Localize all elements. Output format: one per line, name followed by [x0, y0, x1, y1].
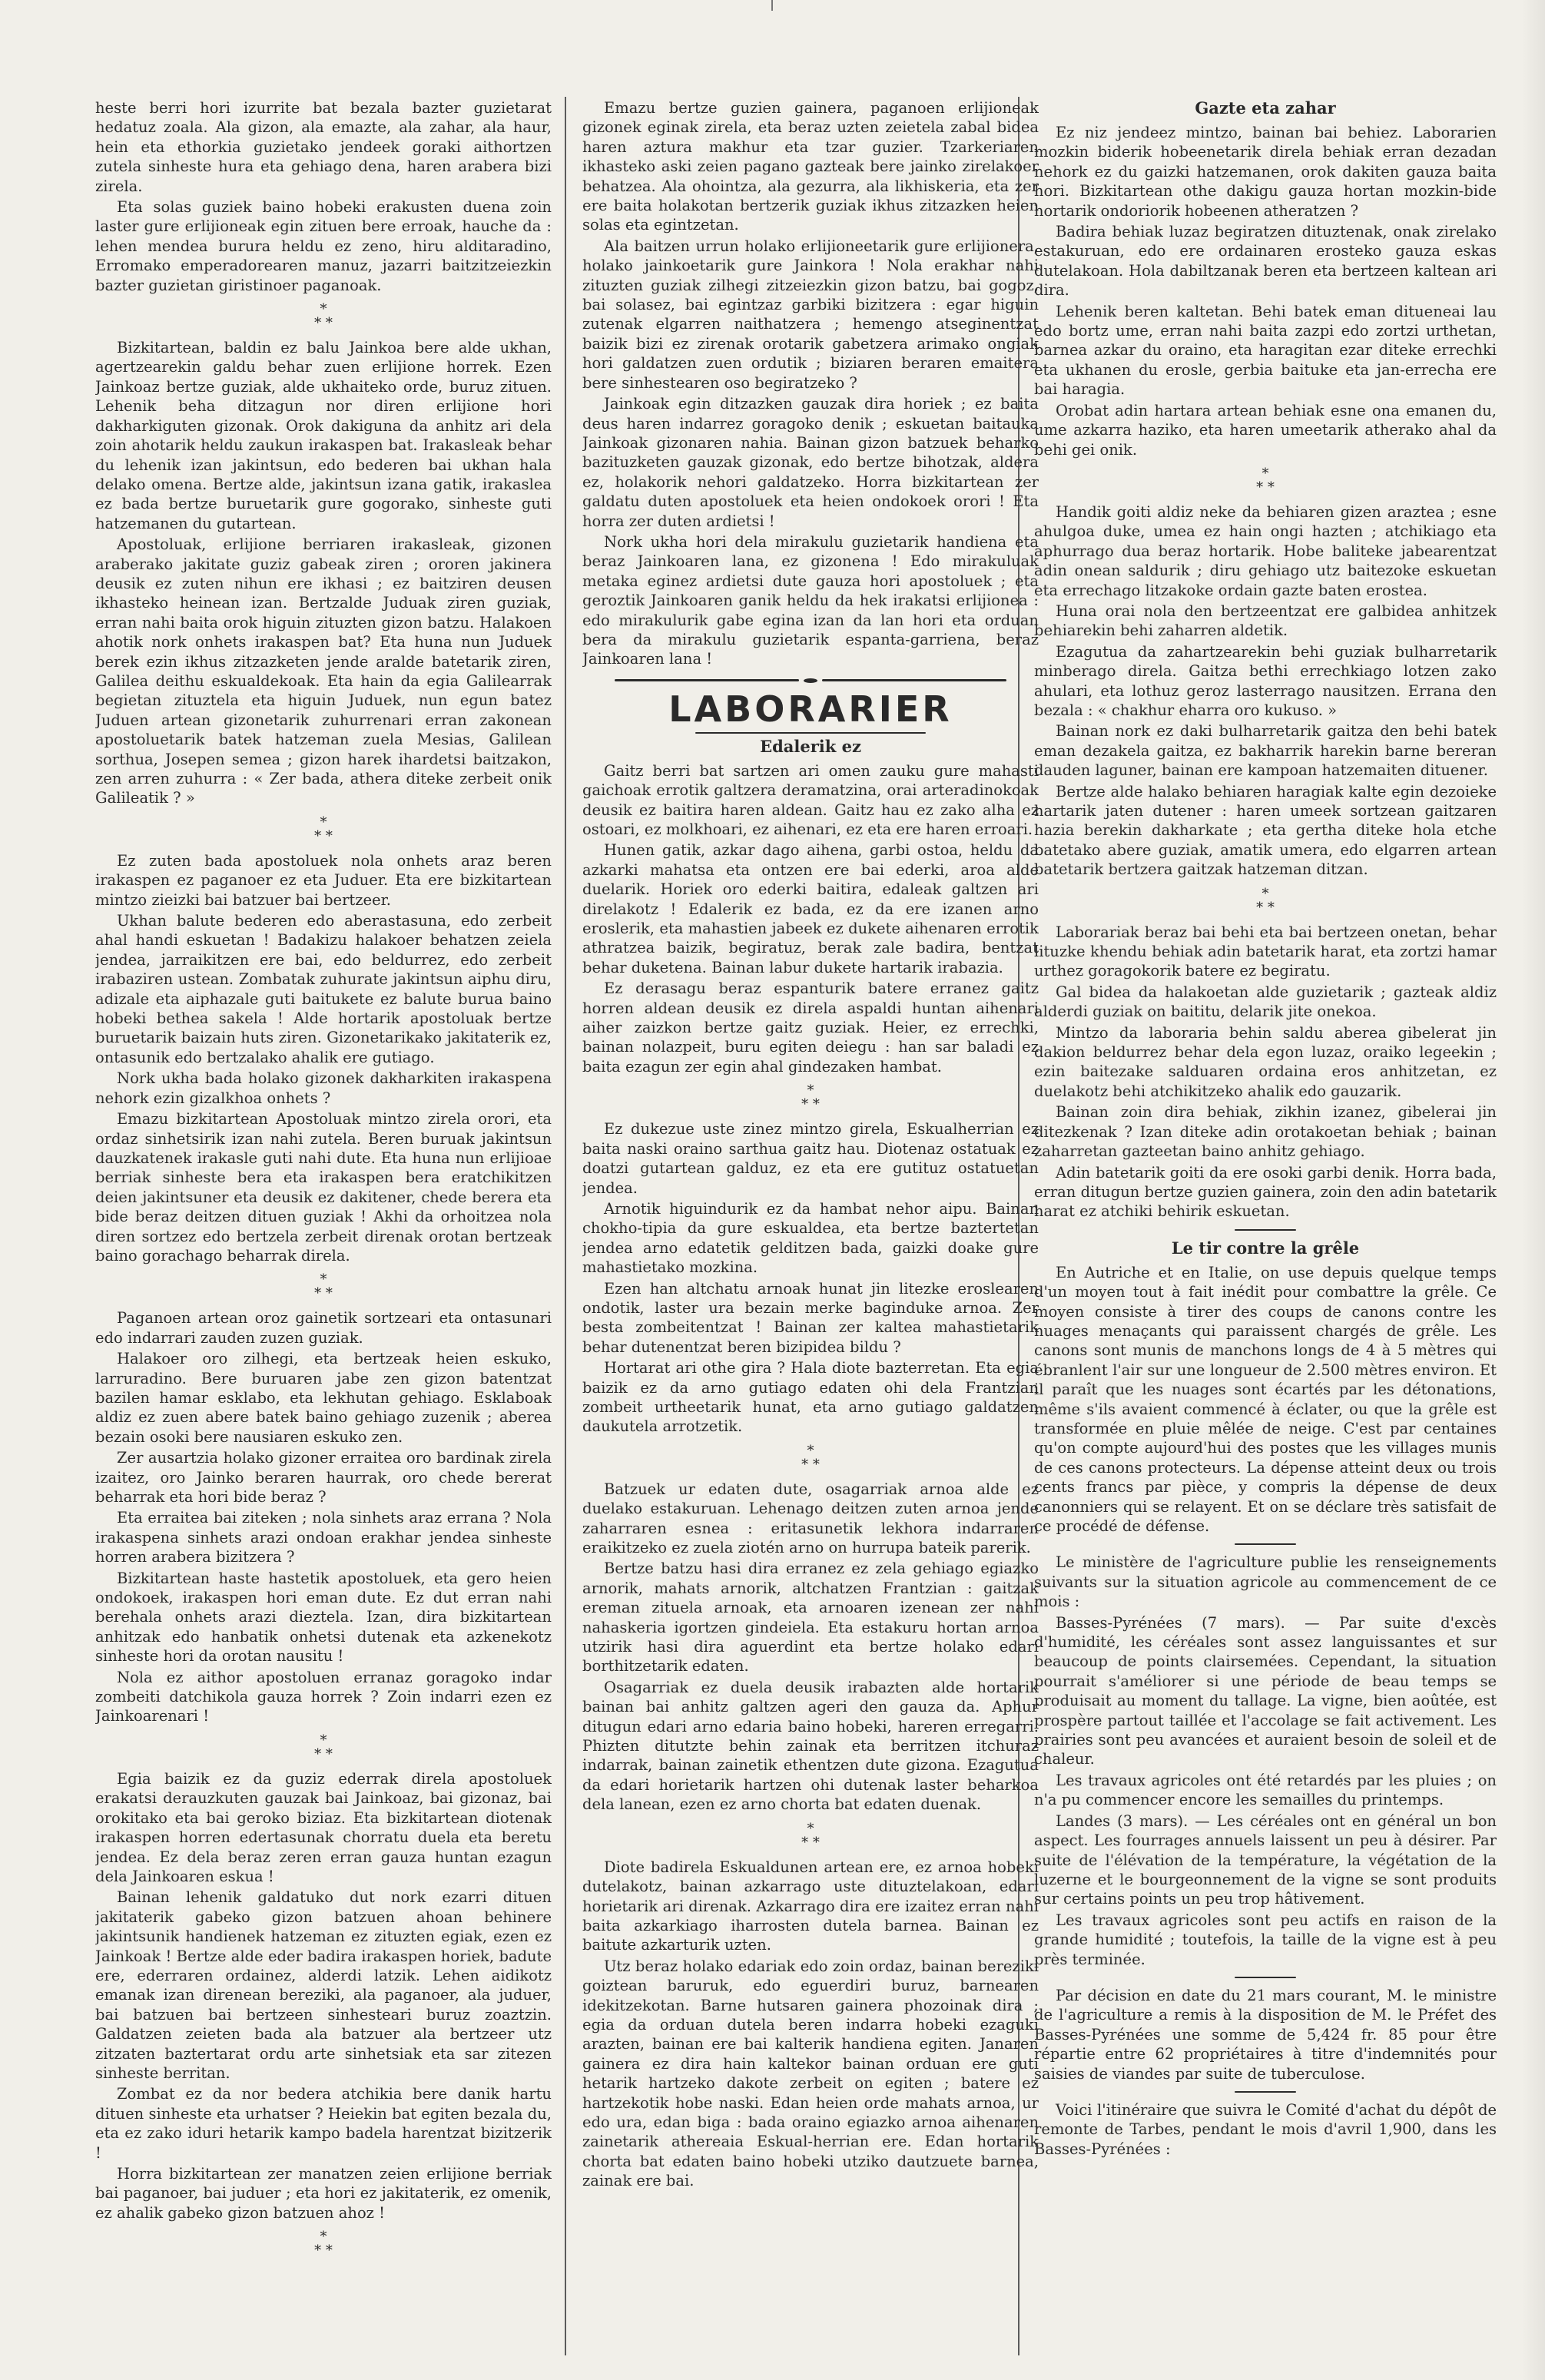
paragraph: Ez niz jendeez mintzo, bainan bai behiez. Laborarien mozkin biderik hobeenetarik direla behiak erran dezadan nehork ez du gaizki hatzemanen, orok dakiten gauza baita hori. Bizkitartean othe dakigu gauza hortan mozkin-bide hortarik ondoriorik hobeenen atheratzen ?	[1034, 124, 1497, 220]
paragraph: Horra bizkitartean zer manatzen zeien erlijione berriak bai paganoer, bai juduer ; eta hori ez jakitaterik, ez omenik, ez ahalik gabeko gizon batzuen ahoz !	[95, 2165, 552, 2222]
paragraph: Handik goiti aldiz neke da behiaren gizen araztea ; esne ahulgoa duke, umea ez hain ongi hazten ; atchikiago eta aphurrago dua beraz hortarik. Hobe baliteke jabearentzat adin onean saldurik ; diru gehiago utz baitezoke eskuetan eta errechago litzakoke ordain gazte baten erostea.	[1034, 502, 1497, 599]
paragraph: Adin batetarik goiti da ere osoki garbi denik. Horra bada, erran ditugun bertze guzien gainera, zoin den adin batetarik harat ez atchiki behirik eskuetan.	[1034, 1163, 1497, 1221]
paragraph: Laborariak beraz bai behi eta bai bertzeen onetan, behar lituzke khendu behiak adin batetarik harat, eta zortzi hamar urthez goragokorik batere ez begiratu.	[1034, 923, 1497, 980]
asterism-separator: * * *	[1256, 885, 1275, 916]
paragraph: Orobat adin hartara artean behiak esne ona emanen du, ume azkarra haziko, eta haren umeetarik atherako ahal da behi gei onik.	[1034, 401, 1497, 459]
paragraph: Bainan zoin dira behiak, zikhin izanez, gibelerai jin ditezkenak ? Izan diteke adin orotakoetan behiak ; bainan zaharretan gazteetan baino anhitz gehiago.	[1034, 1103, 1497, 1161]
paragraph: Zer ausartzia holako gizoner erraitea oro bardinak zirela izaitez, oro Jainko beraren haurrak, oro chede bererat beharrak eta hori bide beraz ?	[95, 1449, 552, 1506]
column-1	[95, 98, 552, 2357]
paragraph: Bizkitartean, baldin ez balu Jainkoa bere alde ukhan, agertzearekin galdu behar zuen erlijione horrek. Ezen Jainkoaz bertze guziak, alde ukhaiteko orde, buruz zituen. Lehenik beha ditzagun nor diren erlijione hori dakharkiguten gizonak. Orok dakiguna da anhitz ari dela zoin ahotarik heldu zaukun irakaspen bat. Irakasleak behar du lehenik izan jakintsun, edo bederen bai ukhan hala delako omena. Bertze alde, jakintsun izana gatik, irakaslea ez bada bertze buruetarik gure gogorako, sinheste guti hatzemanen du gutartean.	[95, 339, 552, 532]
paragraph: Jainkoak egin ditzazken gauzak dira horiek ; ez baita deus haren indarrez goragoko denik ; eskuetan baitauka Jainkoak gizonaren nahia. Bainan gizon batzuek beharko bazituzketen gauzak gizonak, edo bertze bihotzak, aldera ez, holakorik nehori galdatzeko. Horra bizkitartean zer galdatu duten apostoluek eta heien ondokoek orori ! Eta horra zer duten ardietsi !	[582, 395, 1039, 530]
paragraph: Diote badirela Eskualdunen artean ere, ez arnoa hobeki dutelakotz, bainan azkarrago uste dituztelakoan, edari horietarik ari direnak. Azkarrago dira ere izaitez erran nahi baita azkarkiago iharrosten dutela barnea. Bainan ez baitute azkarturik uzten.	[582, 1858, 1039, 1954]
paragraph: Ukhan balute bederen edo aberastasuna, edo zerbeit ahal handi eskuetan ! Badakizu halakoer behatzen zeiela jendea, jarraikitzen ere bai, edo beldurrez, edo zerbeit irabaziren ustean. Zombatak zuhurate jakintsun aiphu diru, adizale eta aiphazale guti baitukete ez balute burua baino hobeki bethea sakela ! Alde hortarik apostoluak bertze buruetarik baizain huts ziren. Gizonetarikako jakitaterik ez, ontasunik edo bertzalako ahalik ere gutiago.	[95, 912, 552, 1066]
asterism-separator: * * *	[314, 814, 333, 844]
paragraph: Ez derasagu beraz espanturik batere erranez gaitz horren aldean deusik ez direla aspaldi huntan aihenari aiher zaizkon bertze gaitz guziak. Heier, ez errechki, bainan nolazpeit, buru egiten deiegu : han sar baladi ez baita ezagun zer egin ahal gindezaken hambat.	[582, 980, 1039, 1076]
paragraph: Zombat ez da nor bedera atchikia bere danik hartu dituen sinheste eta urhatser ? Heiekin bat egiten bezala du, eta ez zako iduri hetarik kampo badela harentzat bizitzerik !	[95, 2085, 552, 2162]
paragraph: Bainan nork ez daki bulharretarik gaitza den behi batek eman dezakela gaitza, ez bakharrik harekin barne bereran dauden laguner, bainan ere kampoan hatzemaiten dituener.	[1034, 722, 1497, 780]
paragraph: Basses-Pyrénées (7 mars). — Par suite d'excès d'humidité, les céréales sont assez languissantes et sur beaucoup de points clairsemées. Cependant, la situation pourrait s'améliorer si une période de beau temps se produisait au moment du tallage. La vigne, bien aoûtée, est prospère partout taillée et l'accolage se fait activement. Les prairies sont peu avancées et auraient besoin de soleil et de chaleur.	[1034, 1613, 1497, 1768]
paragraph: Egia baizik ez da guziz ederrak direla apostoluek erakatsi derauzkuten gauzak bai Jainkoaz, bai gizonaz, bai orokitako eta bai geroko biziaz. Eta bizkitartean diotenak irakaspen horren edertasunak chorratu duela eta beretu jendea. Ez dela beraz zeren erran gauza huntan ezagun dela Jainkoaren eskua !	[95, 1769, 552, 1885]
masthead-bottom-rule	[582, 732, 1039, 734]
paragraph: Gal bidea da halakoetan alde guzietarik ; gazteak aldiz alderdi guziak on baititu, delarik jite onekoa.	[1034, 983, 1497, 1021]
column-2	[582, 98, 1039, 2357]
paragraph: Voici l'itinéraire que suivra le Comité d'achat du dépôt de remonte de Tarbes, pendant le mois d'avril 1,900, dans les Basses-Pyrénées :	[1034, 2100, 1497, 2158]
paragraph: Emazu bizkitartean Apostoluak mintzo zirela orori, eta ordaz sinhetsirik izan nahi zutela. Beren buruak jakintsun dauzkatenek irakasle guti nahi dute. Eta huna nun erlijioae berriak sinheste bera eta irakaspen bera eratchikitzen deien jakintsuner eta deusik ez dakitener, chede berera eta bide beraz deitzen dituen guziak ! Akhi da orhoitzea nola diren sortzez edo bertzela zerbeit direnak orotan bertzeak baino gorachago beharrak direla.	[95, 1110, 552, 1265]
paragraph: Les travaux agricoles sont peu actifs en raison de la grande humidité ; toutefois, la taille de la vigne est à peu près terminée.	[1034, 1911, 1497, 1968]
paragraph: Lehenik beren kaltetan. Behi batek eman ditueneai lau edo bortz ume, erran nahi baita zazpi edo zortzi urthetan, barnea azkar du oraino, eta haragitan ezar diteke errechki eta ukhanen du erosle, gerbia baituke eta jan-errecha ere bai haragia.	[1034, 302, 1497, 399]
paragraph: Eta erraitea bai ziteken ; nola sinhets araz errana ? Nola irakaspena sinhets arazi ondoan erakhar jendea sinheste horren arabera bizitzera ?	[95, 1509, 552, 1566]
paragraph: Ezagutua da zahartzearekin behi guziak bulharretarik minberago direla. Gaitza bethi errechkiago lotzen zako ahulari, eta lothuz geroz lasterrago nausitzen. Errana den bezala : « chakhur eharra oro kukuso. »	[1034, 642, 1497, 719]
column-rule-left	[565, 97, 566, 2355]
paragraph: Eta solas guziek baino hobeki erakusten duena zoin laster gure erlijioneak egin zituen bere erroak, hauche da : lehen mendea burura heldu ez zeno, hiru alditaradino, Erromako emperadorearen manuz, jazarri baitzitzeiezkin bazter guzietan giristinoer paganoak.	[95, 198, 552, 294]
paragraph: Ez zuten bada apostoluek nola onhets araz beren irakaspen ez paganoer ez eta Juduer. Eta ere bizkitartean mintzo zieizki bai batzuer bai bertzeer.	[95, 851, 552, 909]
asterism-separator: * * *	[801, 1442, 820, 1473]
paragraph: Bainan lehenik galdatuko dut nork ezarri dituen jakitaterik gabeko gizon batzuen ahoan behinere jakintsunik handienek hatzeman ez zituzten egiak, ezen ez Jainkoak ! Bertze alde eder badira irakaspen horiek, badute ere, ederraren ordainez, alderdi latzik. Lehen aidikotz emanak izan direnean bereziki, ala paganoer, ala juduer, bai batzuen bai bertzeen sinhesteari buruz zoaztzin. Galdatzen zeieten bada ala batzuer ala bertzeer utz zitzaten baztertarat ordu arte sinhetsiak eta sar zitezen sinheste berritan.	[95, 1888, 552, 2082]
paper-edge-shade	[1521, 0, 1545, 2380]
section-divider	[1034, 1977, 1497, 1978]
paragraph: heste berri hori izurrite bat bezala bazter guzietarat hedatuz zoala. Ala gizon, ala emazte, ala zahar, ala haur, hein eta ethorkia guzietako jendeek goraki aithortzen zutela sinheste hura eta gehiago dena, haren arabera bizi zirela.	[95, 99, 552, 195]
paragraph: Hortarat ari othe gira ? Hala diote bazterretan. Eta egia baizik ez da arno gutiago edaten ohi dela Frantzian zombeit urtheetarik hunat, eta arno gutiago galdatzen daukutela arrotzetik.	[582, 1359, 1039, 1436]
paragraph: Huna orai nola den bertzeentzat ere galbidea anhitzek behiarekin behi zaharren aldetik.	[1034, 602, 1497, 640]
article-heading: Edalerik ez	[760, 736, 861, 756]
paragraph: Bizkitartean haste hastetik apostoluek, eta gero heien ondokoek, irakaspen hori eman dute. Ez dut erran nahi berehala onhets arazi dieztela. Izan, dira bizkitartean anhitzak edo hanbatik onhetsi dutenak eta azkenekotz sinheste hori da orotan nausitu !	[95, 1569, 552, 1666]
paragraph: Ezen han altchatu arnoak hunat jin litezke eroslearen ondotik, laster ura bezain merke baginduke arnoa. Zer besta zombeitentzat ! Bainan zer kaltea mahastietarik behar dutenentzat beren bizipidea bildu ?	[582, 1279, 1039, 1356]
asterism-separator: * * *	[801, 1082, 820, 1113]
masthead-top-rule	[582, 678, 1039, 683]
asterism-separator: * * *	[801, 1820, 820, 1851]
paragraph: Nola ez aithor apostoluen erranaz goragoko indar zombeiti datchikola gauza horrek ? Zoin indarri ezen ez Jainkoarenari !	[95, 1668, 552, 1725]
asterism-separator: * * *	[314, 1732, 333, 1762]
asterism-separator: * * *	[314, 2229, 333, 2259]
section-masthead: LABORARIER	[668, 688, 953, 730]
section-divider	[1034, 1543, 1497, 1545]
paragraph: Ez dukezue uste zinez mintzo girela, Eskualherrian ez baita naski oraino sarthua gaitz hau. Diotenaz ostatuak ez doatzi gutartean galduz, ez eta ere gutituz ostatuetan jendea.	[582, 1120, 1039, 1197]
page-fold-mark	[771, 0, 773, 11]
paragraph: Arnotik higuindurik ez da hambat nehor aipu. Bainan chokho-tipia da gure eskualdea, eta bertze baztertetan jendea arno edatetik gelditzen bada, gaizki doake gure mahastietako mozkina.	[582, 1199, 1039, 1277]
paragraph: Badira behiak luzaz begiratzen dituztenak, onak zirelako estakuruan, edo ere ordainaren erosteko gauza eskas dutelakoan. Hola dabiltzanak beren eta bertzeen kaltean ari dira.	[1034, 223, 1497, 300]
paragraph: Utz beraz holako edariak edo zoin ordaz, bainan bereziki goiztean baruruk, edo eguerdiri buruz, barnearen idekitzekotan. Barne hutsaren gainera phozoinak dira ; egia da orduan dutela beren indarra hobeki ezaguki arazten, bainan ere bai kalterik handiena egiten. Janaren gainera ez dira hain kaltekor bainan orduan ere guti hetarik hartzeko dakote zerbeit on egiten ; batere ez hartzekotik hobe naski. Edan heien orde mahats arnoa, ur edo ura, edan biga : bada oraino egiazko arnoa aihenaren zainetarik athereaia Eskual-herrian ere. Edan hortarik chorta bat edaten baino hobeki utziko dautzuete barnea, zainak ere bai.	[582, 1957, 1039, 2190]
paragraph: Les travaux agricoles ont été retardés par les pluies ; on n'a pu commencer encore les semailles du printemps.	[1034, 1771, 1497, 1809]
article-heading: Gazte eta zahar	[1195, 98, 1336, 118]
paragraph: Apostoluak, erlijione berriaren irakasleak, gizonen araberako jakitate guziz gabeak ziren ; ororen jakinera deusik ez zuten nihun ere ikhasi ; ez baitziren deusen ikhasteko heinean izan. Bertzalde Juduak ziren guziak, erran nahi baita orok higuin zituzten gizon batzu. Halakoen ahotik nork onhets irakaspen bat? Eta huna nun Juduek berek ezin ikhus zitzazketen jende aralde batetarik ziren, Galilea deithu eskualdekoak. Eta hain da egia Galilearrak begietan zituztela eta higuin Juduek, nun egun batez Juduen artean gizonetarik zuhurrenari erran zakonean apostoluetarik batek hatzeman zuela Mesias, Galilean sorthua, Josepen semea ; gizon harek ihardetsi baitzakon, zen arren zuhurra : « Zer bada, athera diteke zerbeit onik Galileatik ? »	[95, 535, 552, 807]
section-divider	[1034, 2091, 1497, 2093]
article-heading: Le tir contre la grêle	[1171, 1238, 1360, 1258]
paragraph: Nork ukha hori dela mirakulu guzietarik handiena eta beraz Jainkoaren lana, ez gizonena ! Edo mirakuluak metaka eginez ardietsi dute gauza hori apostoluek ; eta geroztik Jainkoaren ganik heldu da hek irakatsi erlijionea : edo mirakulurik gabe egina izan da lan hori eta orduan bera da mirakulu guzietarik espanta-garriena, beraz Jainkoaren lana !	[582, 532, 1039, 668]
asterism-separator: * * *	[314, 301, 333, 332]
paragraph: Par décision en date du 21 mars courant, M. le ministre de l'agriculture a remis à la disposition de M. le Préfet des Basses-Pyrénées une somme de 5,424 fr. 85 pour être répartie entre 62 propriétaires à titre d'indemnités pour saisies de viandes par suite de tuberculose.	[1034, 1986, 1497, 2083]
paragraph: Nork ukha bada holako gizonek dakharkiten irakaspena nehork ezin gizalkhoa onhets ?	[95, 1069, 552, 1107]
paragraph: Batzuek ur edaten dute, osagarriak arnoa alde ez duelako estakuruan. Lehenago deitzen zuten arnoa jende zaharraren esnea : eritasunetik lekhora indarraren eraikitzeko ez zuela ziotén arno on hurrupa bateik parerik.	[582, 1480, 1039, 1556]
paragraph: Le ministère de l'agriculture publie les renseignements suivants sur la situation agricole au commencement de ce mois :	[1034, 1553, 1497, 1611]
paragraph: Osagarriak ez duela deusik irabazten alde hortarik bainan bai anhitz galtzen ageri den gauza da. Aphur ditugun edari arno edaria baino hobeki, hareren erregarri. Phizten ditutzte behin zainak eta berritzen itchuraz indarrak, bainan zainetik ethentzen dute gizona. Ezagutua da edari horietarik hartzen ohi dutenak laster beharkoa dela lanean, ezen ez arno chorta bat edaten duenak.	[582, 1678, 1039, 1814]
asterism-separator: * * *	[1256, 465, 1275, 496]
paragraph: En Autriche et en Italie, on use depuis quelque temps d'un moyen tout à fait inédit pour combattre la grêle. Ce moyen consiste à tirer des coups de canons contre les nuages menaçants qui paraissent chargés de grêle. Les canons sont munis de manchons longs de 4 à 5 mètres qui ébranlent l'air sur une longueur de 2.500 mètres environ. Et il paraît que les nuages sont écartés par les détonations, même s'ils avaient commencé à éclater, ou que la grêle est transformée en pluie mêlée de neige. C'est par centaines qu'on compte aujourd'hui des postes que les villages munis de ces canons protecteurs. La dépense atteint deux ou trois cents francs par pièce, y compris la dépense de deux canonniers qui se relayent. Et on se déclare très satisfait de ce procédé de défense.	[1034, 1263, 1497, 1535]
paragraph: Bertze alde halako behiaren haragiak kalte egin dezoieke hartarik jaten dutener : haren umeek sortzean gaitzaren hazia berekin dakharkate ; eta gertha diteke hola etche batetako abere guziak, amatik umera, edo elgarren artean batetarik bertzera gaitzak hatzeman ditzan.	[1034, 782, 1497, 879]
column-3	[1034, 98, 1497, 2357]
paragraph: Hunen gatik, azkar dago aihena, garbi ostoa, heldu da azkarki mahatsa eta ontzen ere bai ederki, aroa alde duelarik. Horiek oro ederki baitira, edaleak galtzen ari direlakotz ! Edalerik ez bada, ez da ere izanen arno eroslerik, eta mahastien jabeek ez dukete aihenaren errotik athratzea baizik, begiratuz, berak zale badira, bentzat behar duketena. Bainan labur dukete hartarik irabazia.	[582, 841, 1039, 976]
paragraph: Mintzo da laboraria behin saldu aberea gibelerat jin dakion beldurrez behar dela egon luzaz, oraiko legeekin ; ezin baitezake salduaren ordaina eros anhitzetan, ez duelakotz behi atchikitzeko ahalik edo gauzarik.	[1034, 1023, 1497, 1100]
paragraph: Paganoen artean oroz gainetik sortzeari eta ontasunari edo indarrari zauden zuzen guziak.	[95, 1309, 552, 1347]
paragraph: Ala baitzen urrun holako erlijioneetarik gure erlijionera, holako jainkoetarik gure Jainkora ! Nola erakhar nahi zituzten guziak zilhegi zitzeiezkin gizon batzu, bai gogoz, bai solasez, bai egintzaz garbiki bizitzera : egar higuin zutenak elgarren naithatzera ; hemengo atseginentzat baizik bizi ez zirenak orotarik gabetzera arimako ongiak hori galdatzen zuen ordutik ; biziaren beraren emaitera bere sinhestearen oso begiratzeko ?	[582, 237, 1039, 392]
paragraph: Landes (3 mars). — Les céréales ont en général un bon aspect. Les fourrages annuels laissent un peu à désirer. Par suite de l'élévation de la température, la végétation de la luzerne et le bourgeonnement de la vigne se sont produits sur certains points un peu trop hâtivement.	[1034, 1812, 1497, 1908]
paragraph: Gaitz berri bat sartzen ari omen zauku gure mahasti gaichoak errotik galtzera deramatzina, orai arteradinokoak deusik ez baitira haren aldean. Gaitz hau ez zako alha ez ostoari, ez molkhoari, ez aihenari, ez eta ere haren erroari.	[582, 761, 1039, 838]
asterism-separator: * * *	[314, 1271, 333, 1302]
paragraph: Emazu bertze guzien gainera, paganoen erlijioneak gizonek eginak zirela, eta beraz uzten zeietela zabal bidea haren aztura makhur eta tzar guzier. Tzarkeriaren ikhasteko aski zeien pagano gazteak bere jainko zirelakoer behatzea. Ala ohointza, ala gezurra, ala likhiskeria, eta zer ere baita holakotan bertzerik guziak ikhus zitzazken heien solas eta egintzetan.	[582, 99, 1039, 234]
paragraph: Halakoer oro zilhegi, eta bertzeak heien eskuko, larruradino. Bere buruaren jabe zen gizon batentzat bazilen hamar esklabo, eta lekhutan gehiago. Esklaboak aldiz ez zuen abere batek baino gehiago zuzenik ; aberea bezain osoki bere nausiaren eskuko zen.	[95, 1350, 552, 1446]
paragraph: Bertze batzu hasi dira erranez ez zela gehiago egiazko arnorik, mahats arnorik, altchatzen Frantzian : gaitzak ereman zituela arnoak, eta arnoaren izenean zer nahi nahaskeria igortzen gindeiela. Eta estakuru hortan arnoa utzirik hasi dira aguerdint eta bertze holako edari borthitzetarik edaten.	[582, 1560, 1039, 1676]
section-divider	[1034, 1229, 1497, 1231]
